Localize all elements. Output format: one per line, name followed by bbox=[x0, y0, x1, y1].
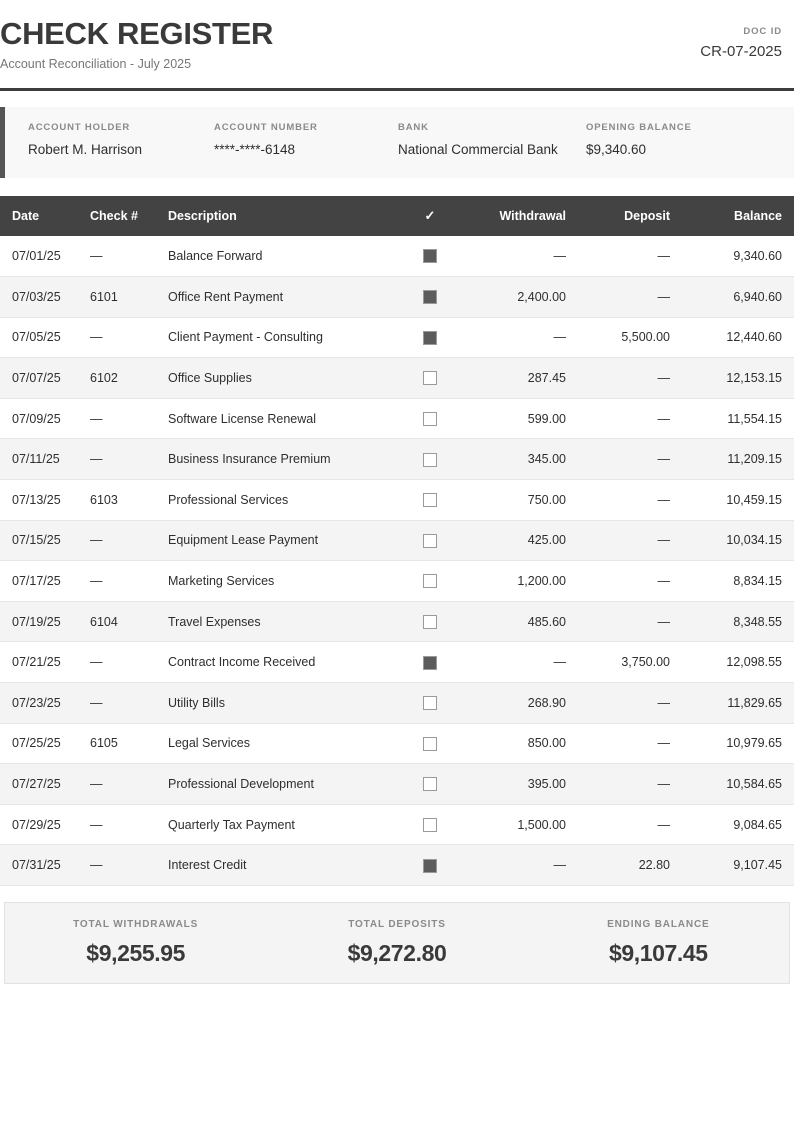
cell-date: 07/15/25 bbox=[0, 520, 78, 561]
table-row[interactable] bbox=[0, 398, 794, 439]
cell-balance: 10,034.15 bbox=[682, 520, 794, 561]
summary-label: ENDING BALANCE bbox=[607, 919, 710, 931]
cell-description: Travel Expenses bbox=[156, 601, 392, 642]
page-subtitle: Account Reconciliation - July 2025 bbox=[0, 56, 192, 71]
cell-deposit: — bbox=[578, 236, 682, 277]
cell-deposit: 5,500.00 bbox=[578, 317, 682, 358]
cell-date: 07/29/25 bbox=[0, 804, 78, 845]
doc-id-label: DOC ID bbox=[743, 26, 782, 37]
account-fields bbox=[5, 107, 794, 178]
cell-description: Legal Services bbox=[156, 723, 392, 764]
title-block bbox=[0, 18, 273, 72]
cell-deposit: — bbox=[578, 723, 682, 764]
summary-total-deposits bbox=[266, 919, 527, 966]
cell-balance: 6,940.60 bbox=[682, 277, 794, 318]
cell-date: 07/17/25 bbox=[0, 561, 78, 602]
cell-withdrawal: 850.00 bbox=[468, 723, 578, 764]
cell-withdrawal: 599.00 bbox=[468, 398, 578, 439]
cell-cleared[interactable] bbox=[392, 439, 468, 480]
account-field-label: ACCOUNT NUMBER bbox=[214, 122, 318, 133]
table-row[interactable] bbox=[0, 277, 794, 318]
cell-cleared[interactable] bbox=[392, 520, 468, 561]
cell-description: Interest Credit bbox=[156, 845, 392, 886]
column-header-deposit[interactable]: Deposit bbox=[578, 196, 682, 236]
cell-check: — bbox=[78, 683, 156, 724]
table-row[interactable] bbox=[0, 561, 794, 602]
account-field-label: BANK bbox=[398, 122, 429, 133]
checkbox-unchecked-icon[interactable] bbox=[423, 574, 437, 588]
cell-date: 07/31/25 bbox=[0, 845, 78, 886]
checkbox-unchecked-icon[interactable] bbox=[423, 371, 437, 385]
checkbox-unchecked-icon[interactable] bbox=[423, 777, 437, 791]
cell-date: 07/19/25 bbox=[0, 601, 78, 642]
cell-balance: 12,098.55 bbox=[682, 642, 794, 683]
cell-check: 6101 bbox=[78, 277, 156, 318]
doc-id-value: CR-07-2025 bbox=[700, 43, 782, 61]
cell-check: 6102 bbox=[78, 358, 156, 399]
cell-cleared[interactable] bbox=[392, 804, 468, 845]
column-header-check[interactable]: Check # bbox=[78, 196, 156, 236]
document-header bbox=[0, 0, 794, 88]
cell-date: 07/11/25 bbox=[0, 439, 78, 480]
cell-description: Balance Forward bbox=[156, 236, 392, 277]
checkbox-unchecked-icon[interactable] bbox=[423, 818, 437, 832]
cell-deposit: — bbox=[578, 439, 682, 480]
cell-description: Office Rent Payment bbox=[156, 277, 392, 318]
checkbox-unchecked-icon[interactable] bbox=[423, 453, 437, 467]
table-row[interactable] bbox=[0, 764, 794, 805]
cell-withdrawal: 345.00 bbox=[468, 439, 578, 480]
table-row[interactable] bbox=[0, 236, 794, 277]
cell-date: 07/09/25 bbox=[0, 398, 78, 439]
cell-check: 6104 bbox=[78, 601, 156, 642]
cell-check: — bbox=[78, 439, 156, 480]
cell-withdrawal: 2,400.00 bbox=[468, 277, 578, 318]
cell-cleared[interactable] bbox=[392, 723, 468, 764]
cell-withdrawal: 1,500.00 bbox=[468, 804, 578, 845]
cell-cleared[interactable] bbox=[392, 358, 468, 399]
cell-check: — bbox=[78, 561, 156, 602]
cell-description: Software License Renewal bbox=[156, 398, 392, 439]
checkbox-checked-icon[interactable] bbox=[423, 290, 437, 304]
cell-description: Professional Services bbox=[156, 480, 392, 521]
cell-deposit: — bbox=[578, 804, 682, 845]
register-table-header bbox=[0, 196, 794, 236]
cell-withdrawal: 1,200.00 bbox=[468, 561, 578, 602]
table-row[interactable] bbox=[0, 845, 794, 886]
account-field-label: OPENING BALANCE bbox=[586, 122, 692, 133]
cell-deposit: 22.80 bbox=[578, 845, 682, 886]
cell-description: Office Supplies bbox=[156, 358, 392, 399]
cell-deposit: — bbox=[578, 358, 682, 399]
cell-date: 07/07/25 bbox=[0, 358, 78, 399]
cell-date: 07/03/25 bbox=[0, 277, 78, 318]
cell-balance: 11,209.15 bbox=[682, 439, 794, 480]
account-field-number bbox=[214, 122, 318, 159]
account-field-value: ****-****-6148 bbox=[214, 142, 296, 158]
cell-deposit: — bbox=[578, 601, 682, 642]
cell-deposit: — bbox=[578, 480, 682, 521]
cell-date: 07/25/25 bbox=[0, 723, 78, 764]
cell-balance: 9,107.45 bbox=[682, 845, 794, 886]
account-field-bank bbox=[398, 122, 558, 159]
column-header-cleared-checkmark-icon[interactable]: ✓ bbox=[392, 196, 468, 236]
cell-balance: 9,084.65 bbox=[682, 804, 794, 845]
table-row[interactable] bbox=[0, 317, 794, 358]
column-header-description[interactable]: Description bbox=[156, 196, 392, 236]
cell-check: — bbox=[78, 845, 156, 886]
cell-date: 07/21/25 bbox=[0, 642, 78, 683]
cell-withdrawal: 750.00 bbox=[468, 480, 578, 521]
account-info-panel bbox=[0, 107, 794, 178]
cell-balance: 8,348.55 bbox=[682, 601, 794, 642]
cell-deposit: — bbox=[578, 398, 682, 439]
checkbox-unchecked-icon[interactable] bbox=[423, 412, 437, 426]
cell-balance: 10,459.15 bbox=[682, 480, 794, 521]
cell-check: — bbox=[78, 398, 156, 439]
table-row[interactable] bbox=[0, 723, 794, 764]
summary-total-withdrawals bbox=[5, 919, 266, 966]
checkbox-checked-icon[interactable] bbox=[423, 859, 437, 873]
checkbox-checked-icon[interactable] bbox=[423, 656, 437, 670]
cell-cleared[interactable] bbox=[392, 236, 468, 277]
checkbox-checked-icon[interactable] bbox=[423, 331, 437, 345]
cell-balance: 11,829.65 bbox=[682, 683, 794, 724]
cell-deposit: — bbox=[578, 277, 682, 318]
checkbox-unchecked-icon[interactable] bbox=[423, 696, 437, 710]
cell-deposit: 3,750.00 bbox=[578, 642, 682, 683]
cell-cleared[interactable] bbox=[392, 398, 468, 439]
cell-withdrawal: 287.45 bbox=[468, 358, 578, 399]
cell-date: 07/27/25 bbox=[0, 764, 78, 805]
summary-value: $9,107.45 bbox=[608, 940, 708, 967]
summary-label: TOTAL DEPOSITS bbox=[348, 919, 446, 931]
summary-ending-balance bbox=[528, 919, 789, 966]
cell-check: — bbox=[78, 317, 156, 358]
cell-balance: 10,584.65 bbox=[682, 764, 794, 805]
cell-withdrawal: 268.90 bbox=[468, 683, 578, 724]
table-row[interactable] bbox=[0, 642, 794, 683]
column-header-date[interactable]: Date bbox=[0, 196, 78, 236]
cell-check: — bbox=[78, 642, 156, 683]
cell-deposit: — bbox=[578, 561, 682, 602]
table-row[interactable] bbox=[0, 358, 794, 399]
cell-cleared[interactable] bbox=[392, 764, 468, 805]
cell-description: Quarterly Tax Payment bbox=[156, 804, 392, 845]
register-table-body bbox=[0, 236, 794, 886]
column-header-balance[interactable]: Balance bbox=[682, 196, 794, 236]
summary-totals-bar bbox=[4, 902, 790, 984]
cell-description: Professional Development bbox=[156, 764, 392, 805]
cell-cleared[interactable] bbox=[392, 480, 468, 521]
cell-cleared[interactable] bbox=[392, 561, 468, 602]
account-field-value: Robert M. Harrison bbox=[28, 142, 143, 158]
register-table bbox=[0, 196, 794, 886]
cell-balance: 8,834.15 bbox=[682, 561, 794, 602]
cell-date: 07/23/25 bbox=[0, 683, 78, 724]
summary-value: $9,255.95 bbox=[86, 940, 186, 967]
summary-value: $9,272.80 bbox=[347, 940, 447, 967]
account-field-value: $9,340.60 bbox=[586, 142, 647, 158]
cell-withdrawal: 395.00 bbox=[468, 764, 578, 805]
page-title: CHECK REGISTER bbox=[0, 16, 274, 51]
account-field-value: National Commercial Bank bbox=[398, 142, 558, 158]
header-divider bbox=[0, 88, 794, 91]
cell-balance: 12,440.60 bbox=[682, 317, 794, 358]
cell-deposit: — bbox=[578, 764, 682, 805]
cell-date: 07/05/25 bbox=[0, 317, 78, 358]
checkbox-unchecked-icon[interactable] bbox=[423, 737, 437, 751]
account-field-opening-balance bbox=[586, 122, 692, 159]
doc-id-block bbox=[700, 26, 782, 61]
cell-description: Equipment Lease Payment bbox=[156, 520, 392, 561]
cell-check: 6105 bbox=[78, 723, 156, 764]
cell-check: — bbox=[78, 520, 156, 561]
cell-cleared[interactable] bbox=[392, 683, 468, 724]
checkbox-unchecked-icon[interactable] bbox=[423, 534, 437, 548]
cell-cleared[interactable] bbox=[392, 317, 468, 358]
table-row[interactable] bbox=[0, 520, 794, 561]
checkbox-unchecked-icon[interactable] bbox=[423, 615, 437, 629]
cell-withdrawal: 485.60 bbox=[468, 601, 578, 642]
cell-deposit: — bbox=[578, 683, 682, 724]
table-row[interactable] bbox=[0, 480, 794, 521]
cell-description: Business Insurance Premium bbox=[156, 439, 392, 480]
cell-description: Contract Income Received bbox=[156, 642, 392, 683]
cell-withdrawal: — bbox=[468, 642, 578, 683]
cell-check: 6103 bbox=[78, 480, 156, 521]
cell-deposit: — bbox=[578, 520, 682, 561]
checkbox-checked-icon[interactable] bbox=[423, 249, 437, 263]
cell-withdrawal: 425.00 bbox=[468, 520, 578, 561]
cell-description: Utility Bills bbox=[156, 683, 392, 724]
cell-check: — bbox=[78, 764, 156, 805]
cell-withdrawal: — bbox=[468, 845, 578, 886]
cell-balance: 10,979.65 bbox=[682, 723, 794, 764]
table-row[interactable] bbox=[0, 804, 794, 845]
cell-cleared[interactable] bbox=[392, 277, 468, 318]
table-row[interactable] bbox=[0, 683, 794, 724]
cell-description: Client Payment - Consulting bbox=[156, 317, 392, 358]
cell-withdrawal: — bbox=[468, 317, 578, 358]
cell-cleared[interactable] bbox=[392, 642, 468, 683]
table-header-row bbox=[0, 196, 794, 236]
cell-description: Marketing Services bbox=[156, 561, 392, 602]
cell-balance: 11,554.15 bbox=[682, 398, 794, 439]
cell-balance: 9,340.60 bbox=[682, 236, 794, 277]
account-field-holder bbox=[28, 122, 142, 159]
table-row[interactable] bbox=[0, 601, 794, 642]
cell-check: — bbox=[78, 804, 156, 845]
cell-withdrawal: — bbox=[468, 236, 578, 277]
cell-cleared[interactable] bbox=[392, 601, 468, 642]
table-row[interactable] bbox=[0, 439, 794, 480]
cell-cleared[interactable] bbox=[392, 845, 468, 886]
cell-date: 07/01/25 bbox=[0, 236, 78, 277]
column-header-withdrawal[interactable]: Withdrawal bbox=[468, 196, 578, 236]
summary-label: TOTAL WITHDRAWALS bbox=[73, 919, 199, 931]
cell-check: — bbox=[78, 236, 156, 277]
cell-balance: 12,153.15 bbox=[682, 358, 794, 399]
cell-date: 07/13/25 bbox=[0, 480, 78, 521]
account-field-label: ACCOUNT HOLDER bbox=[28, 122, 131, 133]
checkbox-unchecked-icon[interactable] bbox=[423, 493, 437, 507]
